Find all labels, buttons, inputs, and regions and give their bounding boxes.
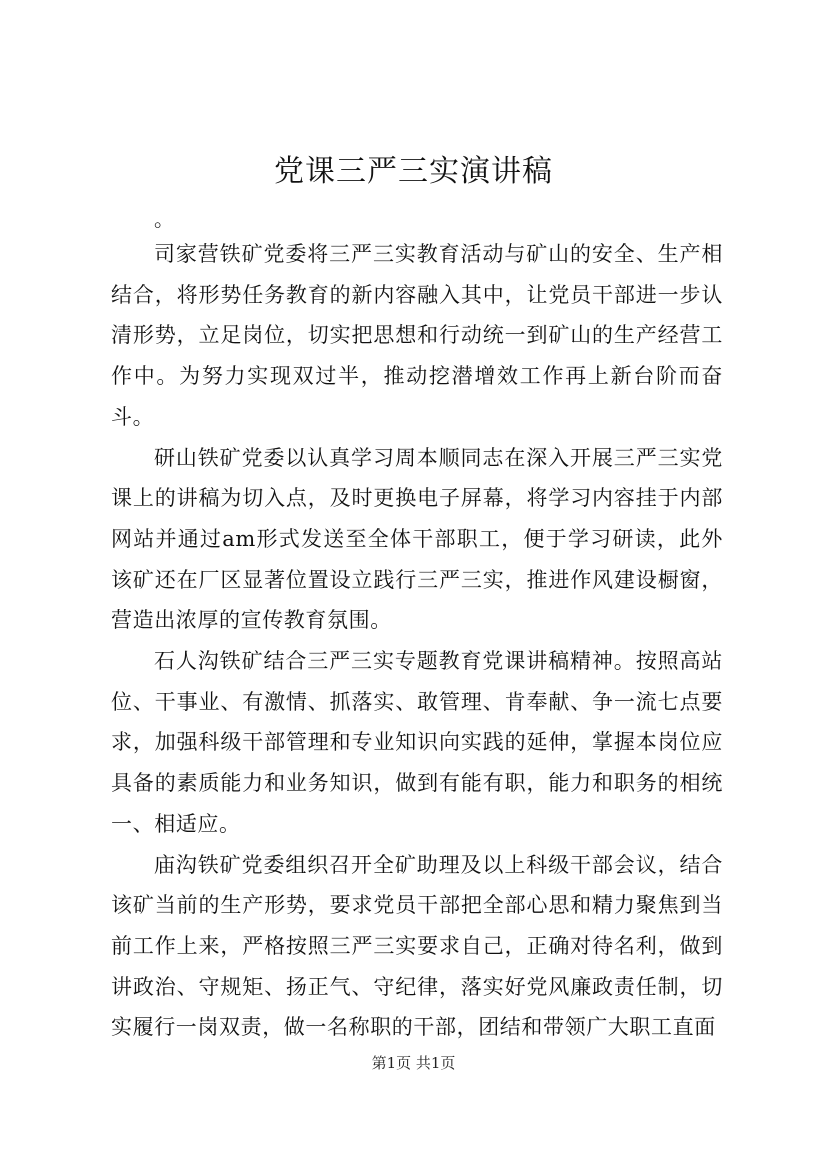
paragraph-4: 庙沟铁矿党委组织召开全矿助理及以上科级干部会议，结合该矿当前的生产形势，要求党员干部把全部心思和精力聚焦到当前工作上来，严格按照三严三实要求自己，正确对待名利，做到讲政治、守规矩、扬正气、守纪律，落实好党风廉政责任制，切实履行一岗双责，做一名称职的干部，团结和带领广大职工直面 <box>111 852 723 1040</box>
paragraph-3: 石人沟铁矿结合三严三实专题教育党课讲稿精神。按照高站位、干事业、有激情、抓落实、敢管理、肯奉献、争一流七点要求，加强科级干部管理和专业知识向实践的延伸，掌握本岗位应具备的素质能力和业务知识，做到有能有职，能力和职务的相统一、相适应。 <box>111 649 723 836</box>
leading-mark: 。 <box>154 207 174 231</box>
document-body <box>111 234 723 1048</box>
paragraph-1: 司家营铁矿党委将三严三实教育活动与矿山的安全、生产相结合，将形势任务教育的新内容融入其中，让党员干部进一步认清形势，立足岗位，切实把思想和行动统一到矿山的生产经营工作中。为努力实现双过半，推动挖潜增效工作再上新台阶而奋斗。 <box>111 242 723 429</box>
paragraph-2: 研山铁矿党委以认真学习周本顺同志在深入开展三严三实党课上的讲稿为切入点，及时更换电子屏幕，将学习内容挂于内部网站并通过am形式发送至全体干部职工，便于学习研读，此外该矿还在厂区显著位置设立践行三严三实，推进作风建设橱窗，营造出浓厚的宣传教育氛围。 <box>111 445 723 633</box>
page-footer: 第1页 共1页 <box>371 1054 456 1072</box>
page-title: 党课三严三实演讲稿 <box>274 154 553 189</box>
